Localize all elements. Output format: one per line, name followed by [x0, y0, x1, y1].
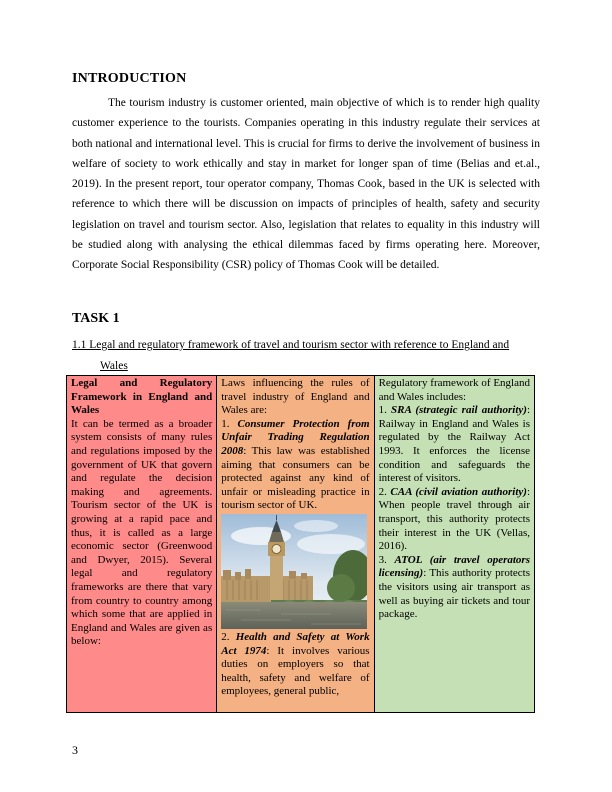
introduction-heading: INTRODUCTION [72, 71, 187, 86]
law-2-text: : It involves various duties on employers so that health, safety and welfare of employees, general public, [221, 644, 370, 698]
regulator-2-text: : When people travel through air transport, this authority protects their interest in the UK (Vellas, 2016). [378, 485, 531, 553]
framework-table [66, 375, 535, 713]
law-1-number: 1. [221, 417, 230, 430]
regulator-1-text: : Railway in England and Wales is regulated by the Railway Act 1993. It enforces the license condition and safeguards the interest of visitors. [378, 404, 531, 485]
framework-column [67, 376, 217, 713]
regulators-column [374, 376, 534, 713]
laws-column [217, 376, 374, 713]
regulator-1-number: 1. [378, 404, 387, 417]
law-2-title: Health and Safety at Work Act 1974 [221, 630, 370, 657]
task-heading: TASK 1 [72, 311, 120, 326]
regulator-3-text: : This authority protects the visitors using air transport as well as buying air tickets and tour package. [378, 567, 530, 621]
law-1-title: Consumer Protection from Unfair Trading Regulation 2008 [221, 417, 370, 457]
subheading-line-1: 1.1 Legal and regulatory framework of travel and tourism sector with reference to England and [72, 339, 510, 351]
law-2-number: 2. [221, 630, 230, 643]
page-number: 3 [72, 743, 78, 757]
regulator-2-title: CAA (civil aviation authority) [390, 485, 527, 498]
regulators-intro: Regulatory framework of England and Wales includes: [378, 377, 530, 403]
introduction-paragraph: The tourism industry is customer oriented, main objective of which is to render high quality customer experience to the tourists. Companies operating in this industry regulate their services at both national and international level. This is crucial for firms to derive the involvement of business in welfare of society to work ethically and stay in market for longer span of time (Belias and et.al., 2019). In the present report, tour operator company, Thomas Cook, based in the UK is selected with reference to which there will be discussion on impacts of principles of health, safety and security legislation on travel and tourism sector. Also, legislation that relates to equality in this industry will be studied along with analysing the ethical dilemmas faced by firms operating here. Moreover, Corporate Social Responsibility (CSR) policy of Thomas Cook will be detailed. [72, 97, 540, 272]
regulator-2-number: 2. [378, 485, 387, 498]
regulator-1-title: SRA (strategic rail authority) [391, 404, 527, 417]
regulator-3-title: ATOL (air travel operators licensing) [378, 553, 530, 580]
westminster-photo [221, 514, 367, 629]
subheading-line-2: Wales [100, 360, 128, 372]
section-subheading [72, 335, 542, 377]
table-row [67, 376, 535, 713]
law-1-text: : This law was established aiming that consumers can be protected against any kind of unfair or misleading practice in tourism sector of UK. [221, 444, 370, 512]
framework-body: It can be termed as a broader system consists of many rules and regulations imposed by the government of UK that govern and regulate the decision making and agreements. Tourism sector of the UK is growing at a rapid pace and thus, it is called as a large economic sector (Greenwood and Dwyer, 2015). Several legal and regulatory frameworks are there that vary from country to country among which some that are applied in England and Wales are given as below: [71, 417, 213, 648]
laws-intro: Laws influencing the rules of travel industry of England and Wales are: [221, 377, 370, 417]
framework-title: Legal and Regulatory Framework in England and Wales [71, 377, 213, 417]
regulator-3-number: 3. [378, 553, 387, 566]
